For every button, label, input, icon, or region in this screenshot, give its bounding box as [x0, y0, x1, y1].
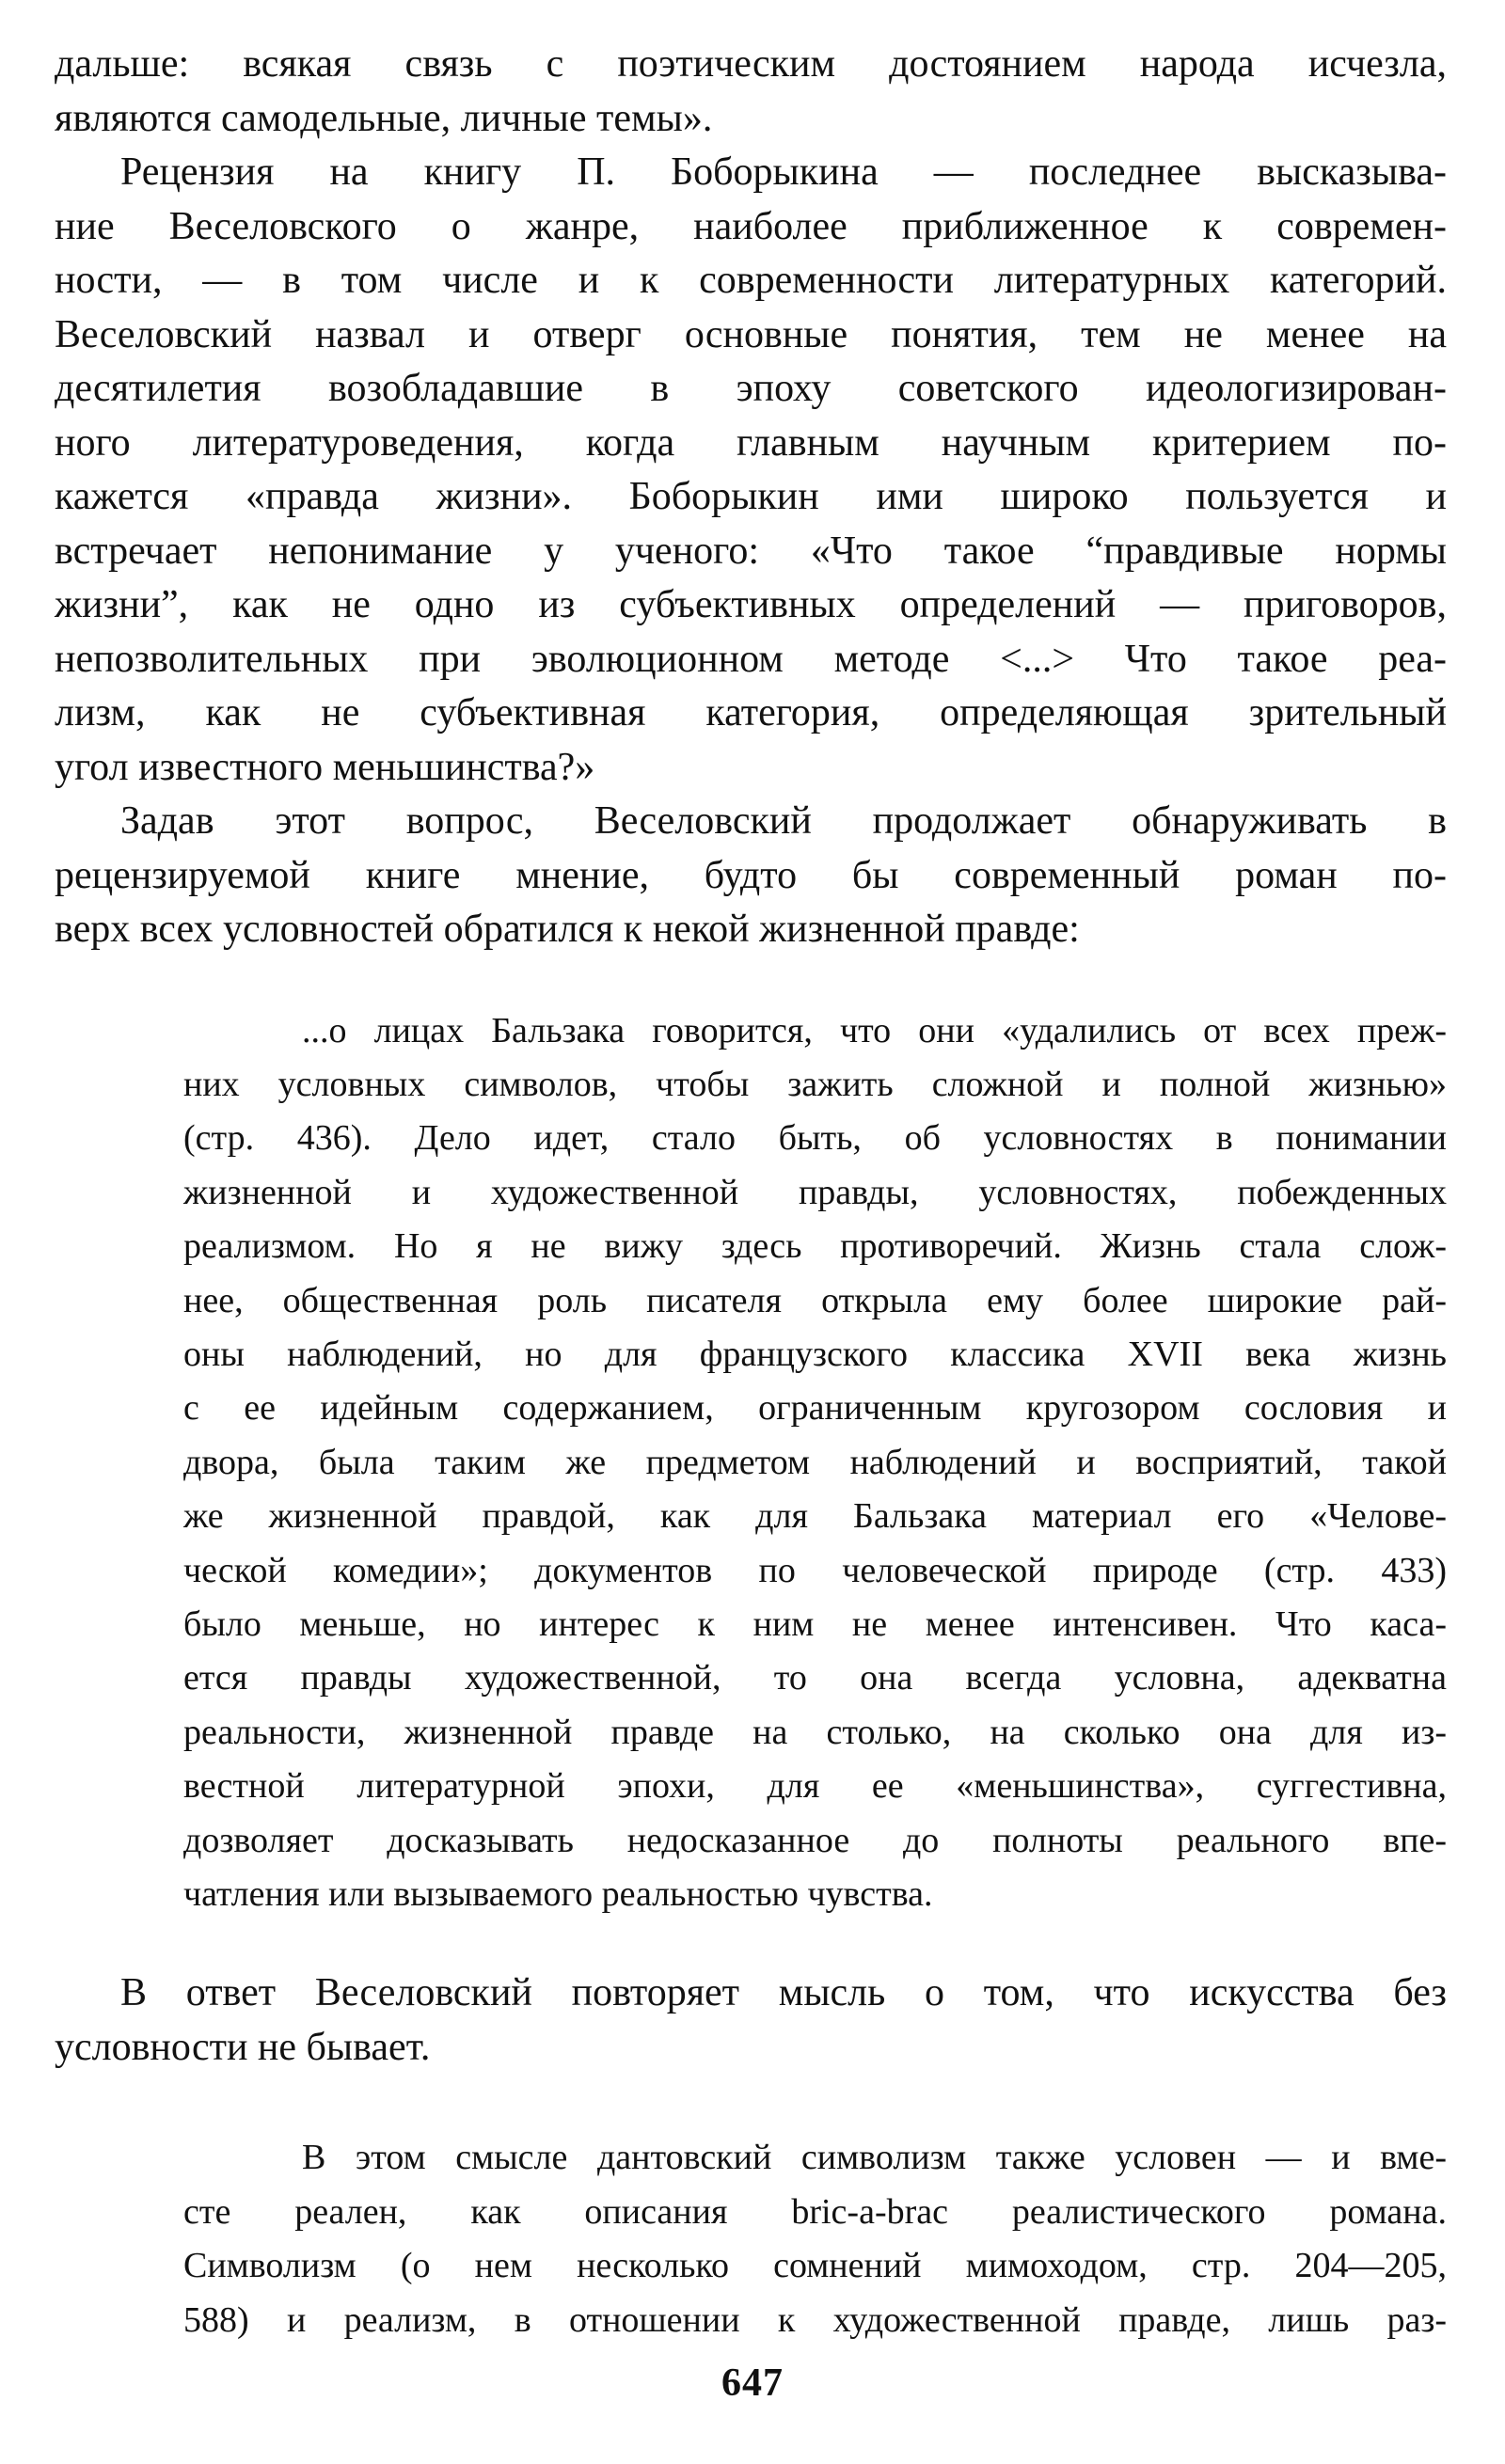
text-line: вестной литературной эпохи, для ее «меньшинства», суггестивна,	[183, 1766, 1447, 1807]
text-line: жизненной и художественной правды, условностях, побежденных	[183, 1172, 1447, 1212]
paragraph-question	[55, 795, 1447, 957]
text-line: (стр. 436). Дело идет, стало быть, об условностях в понимании	[183, 1118, 1447, 1159]
text-line: ется правды художественной, то она всегда условна, адекватна	[183, 1658, 1447, 1698]
text-line: Веселовский назвал и отверг основные понятия, тем не менее на	[55, 312, 1447, 356]
text-line: ...о лицах Бальзака говорится, что они «удалились от всех преж-	[302, 1010, 1447, 1050]
text-line: Символизм (о нем несколько сомнений мимоходом, стр. 204—205,	[183, 2246, 1447, 2286]
text-line: реальности, жизненной правде на столько, на сколько она для из-	[183, 1712, 1447, 1752]
text-line: двора, была таким же предметом наблюдений и восприятий, такой	[183, 1442, 1447, 1482]
text-line: десятилетия возобладавшие в эпоху советского идеологизирован-	[55, 367, 1447, 410]
text-line: встречает непонимание у ученого: «Что такое “правдивые нормы	[55, 529, 1447, 573]
text-line: являются самодельные, личные темы».	[55, 96, 713, 140]
text-line: лизм, как не субъективная категория, определяющая зрительный	[55, 691, 1447, 734]
text-line: ние Веселовского о жанре, наиболее приближенное к современ-	[55, 204, 1447, 248]
text-line: дальше: всякая связь с поэтическим достоянием народа исчезла,	[55, 42, 1447, 86]
text-line: же жизненной правдой, как для Бальзака материал его «Челове-	[183, 1496, 1447, 1537]
text-line: В ответ Веселовский повторяет мысль о том, что искусства без	[120, 1971, 1447, 2015]
text-line: рецензируемой книге мнение, будто бы современный роман по-	[55, 853, 1447, 897]
text-line: дозволяет досказывать недосказанное до полноты реального впе-	[183, 1820, 1447, 1860]
text-line: было меньше, но интерес к ним не менее интенсивен. Что каса-	[183, 1603, 1447, 1644]
text-line: ного литературоведения, когда главным научным критерием по-	[55, 420, 1447, 465]
page-number: 647	[721, 2361, 784, 2405]
text-line: сте реален, как описания bric-a-brac реалистического романа.	[183, 2191, 1447, 2232]
text-line: жизни”, как не одно из субъективных определений — приговоров,	[55, 583, 1447, 626]
text-line: реализмом. Но я не вижу здесь противоречий. Жизнь стала слож-	[183, 1226, 1447, 1267]
text-line: 588) и реализм, в отношении к художественной правде, лишь раз-	[183, 2299, 1447, 2340]
text-line: верх всех условностей обратился к некой жизненной правде:	[55, 908, 1080, 951]
text-line: с ее идейным содержанием, ограниченным кругозором сословия и	[183, 1388, 1447, 1429]
text-line: ности, — в том числе и к современности литературных категорий.	[55, 259, 1447, 302]
block-quote	[183, 2131, 1447, 2347]
text-line: ческой комедии»; документов по человеческой природе (стр. 433)	[183, 1550, 1447, 1590]
paragraph-answer	[55, 1966, 1447, 2075]
paragraph-continuation	[55, 38, 1447, 146]
paragraph-review	[55, 146, 1447, 795]
text-line: них условных символов, чтобы зажить сложной и полной жизнью»	[183, 1064, 1447, 1104]
page-body	[55, 38, 1447, 2347]
text-line: угол известного меньшинства?»	[55, 745, 595, 789]
text-line: непозволительных при эволюционном методе <...> Что такое реа-	[55, 637, 1447, 681]
text-line: нее, общественная роль писателя открыла ему более широкие рай-	[183, 1280, 1447, 1320]
text-line: Рецензия на книгу П. Боборыкина — последнее высказыва-	[120, 150, 1447, 194]
text-line: условности не бывает.	[55, 2025, 431, 2069]
text-line: Задав этот вопрос, Веселовский продолжает обнаруживать в	[120, 799, 1447, 843]
block-quote	[183, 1004, 1447, 1922]
text-line: чатления или вызываемого реальностью чувства.	[183, 1874, 933, 1914]
text-line: В этом смысле дантовский символизм также условен — и вме-	[302, 2138, 1447, 2178]
text-line: оны наблюдений, но для французского классика XVII века жизнь	[183, 1334, 1447, 1374]
text-line: кажется «правда жизни». Боборыкин ими широко пользуется и	[55, 475, 1447, 518]
